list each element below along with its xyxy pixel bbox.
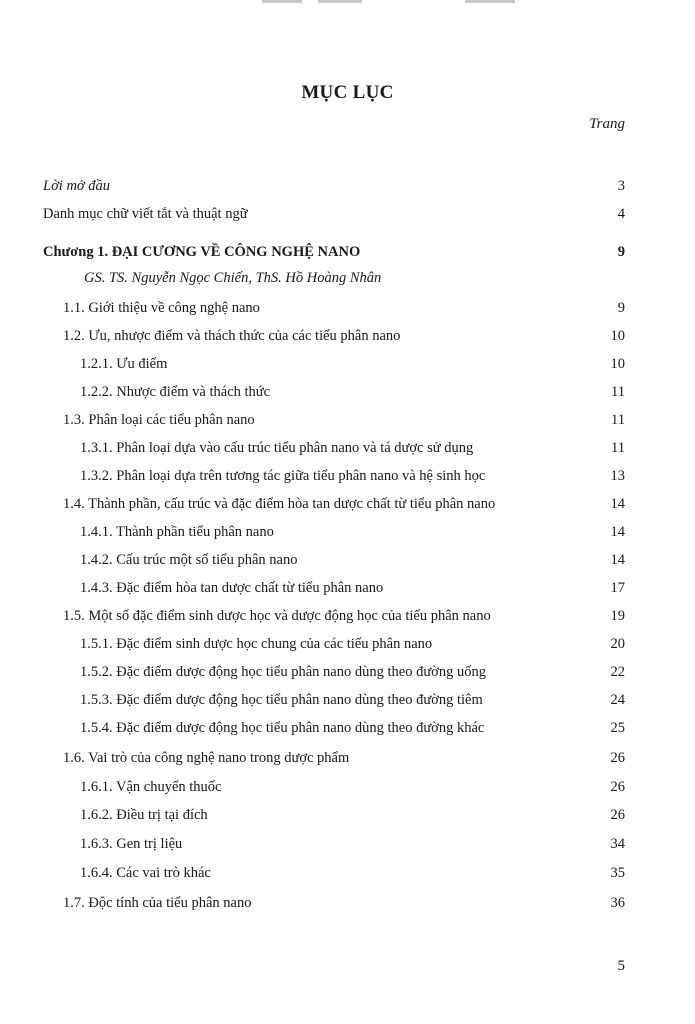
- toc-entry-page: 3: [617, 177, 625, 194]
- toc-entry-label: 1.3. Phân loại các tiểu phân nano: [63, 411, 255, 428]
- toc-entry-label: 1.5.2. Đặc điểm dược động học tiểu phân nano dùng theo đường uống: [80, 663, 486, 680]
- toc-entry-section[interactable]: [63, 605, 625, 627]
- toc-entry-page: 11: [611, 439, 625, 456]
- toc-entry-label: 1.2.2. Nhược điểm và thách thức: [80, 383, 271, 400]
- toc-entry-page: 11: [611, 411, 625, 428]
- toc-entry-label: 1.4.1. Thành phần tiểu phân nano: [80, 523, 274, 540]
- toc-entry-page: 14: [610, 523, 625, 540]
- toc-entry-subsection[interactable]: [80, 437, 625, 459]
- page-column-label: Trang: [589, 116, 625, 132]
- toc-entry-subsection[interactable]: [80, 776, 625, 798]
- toc-entry-page: 13: [610, 467, 625, 484]
- toc-entry-page: 26: [610, 778, 625, 795]
- toc-entry-label: 1.5.4. Đặc điểm dược động học tiểu phân nano dùng theo đường khác: [80, 719, 485, 736]
- toc-entry-label: 1.5. Một số đặc điểm sinh dược học và dược động học của tiểu phân nano: [63, 607, 491, 624]
- toc-entry-section[interactable]: [63, 325, 625, 347]
- toc-entry-section[interactable]: [63, 409, 625, 431]
- toc-entry-label: 1.6.4. Các vai trò khác: [80, 864, 211, 881]
- toc-entry-page: 26: [610, 749, 625, 766]
- toc-entry-label: 1.5.3. Đặc điểm dược động học tiểu phân nano dùng theo đường tiêm: [80, 691, 483, 708]
- toc-entry-page: 11: [611, 383, 625, 400]
- toc-entry-page: 35: [610, 864, 625, 881]
- page-number: 5: [617, 958, 625, 974]
- toc-entry-label: 1.4. Thành phần, cấu trúc và đặc điểm hòa tan dược chất từ tiểu phân nano: [63, 495, 496, 512]
- toc-entry-subsection[interactable]: [80, 633, 625, 655]
- toc-entry-label: Danh mục chữ viết tắt và thuật ngữ: [43, 205, 248, 222]
- toc-entry-page: 26: [610, 806, 625, 823]
- toc-entry-page: 4: [617, 205, 625, 222]
- toc-entry-subsection[interactable]: [80, 577, 625, 599]
- toc-entry-label: Lời mở đầu: [43, 177, 111, 194]
- toc-entry-page: 22: [610, 663, 625, 680]
- toc-entry-label: 1.2. Ưu, nhược điểm và thách thức của các tiểu phân nano: [63, 327, 401, 344]
- toc-entry-subsection[interactable]: [80, 381, 625, 403]
- toc-entry-page: 34: [610, 835, 625, 852]
- toc-entry-abbreviations[interactable]: [43, 203, 625, 225]
- toc-entry-subsection[interactable]: [80, 353, 625, 375]
- toc-entry-page: 14: [610, 495, 625, 512]
- toc-entry-preface[interactable]: [43, 175, 625, 197]
- toc-entry-section[interactable]: [63, 892, 625, 914]
- toc-entry-label: 1.5.1. Đặc điểm sinh dược học chung của các tiểu phân nano: [80, 635, 433, 652]
- toc-entry-label: 1.1. Giới thiệu về công nghệ nano: [63, 299, 260, 316]
- toc-entry-page: 24: [610, 691, 625, 708]
- toc-entry-label: 1.4.3. Đặc điểm hòa tan dược chất từ tiểu phân nano: [80, 579, 384, 596]
- toc-entry-label: 1.7. Độc tính của tiểu phân nano: [63, 894, 252, 911]
- toc-entry-subsection[interactable]: [80, 661, 625, 683]
- toc-entry-page: 9: [617, 299, 625, 316]
- toc-entry-subsection[interactable]: [80, 689, 625, 711]
- toc-entry-section[interactable]: [63, 747, 625, 769]
- page-title: MỤC LỤC: [301, 82, 394, 103]
- toc-entry-subsection[interactable]: [80, 833, 625, 855]
- toc-entry-subsection[interactable]: [80, 717, 625, 739]
- toc-entry-section[interactable]: [63, 493, 625, 515]
- toc-entry-page: 36: [610, 894, 625, 911]
- toc-entry-label: 1.6.2. Điều trị tại đích: [80, 806, 208, 823]
- toc-entry-label: 1.6. Vai trò của công nghệ nano trong dược phẩm: [63, 749, 350, 766]
- chapter-authors: GS. TS. Nguyễn Ngọc Chiến, ThS. Hồ Hoàng Nhân: [84, 270, 382, 286]
- toc-entry-subsection[interactable]: [80, 549, 625, 571]
- toc-entry-chapter-1[interactable]: [43, 241, 625, 263]
- toc-entry-label: 1.3.2. Phân loại dựa trên tương tác giữa tiểu phân nano và hệ sinh học: [80, 467, 486, 484]
- toc-entry-page: 10: [610, 327, 625, 344]
- toc-entry-label: 1.4.2. Cấu trúc một số tiểu phân nano: [80, 551, 298, 568]
- toc-entry-label: 1.6.1. Vận chuyển thuốc: [80, 778, 222, 795]
- toc-entry-page: 17: [610, 579, 625, 596]
- toc-entry-page: 20: [610, 635, 625, 652]
- toc-entry-page: 25: [610, 719, 625, 736]
- toc-entry-page: 19: [610, 607, 625, 624]
- toc-entry-label: 1.3.1. Phân loại dựa vào cấu trúc tiểu phân nano và tá dược sử dụng: [80, 439, 474, 456]
- toc-entry-label: 1.6.3. Gen trị liệu: [80, 835, 183, 852]
- toc-entry-page: 10: [610, 355, 625, 372]
- toc-entry-subsection[interactable]: [80, 862, 625, 884]
- toc-entry-page: 9: [617, 243, 625, 260]
- toc-entry-subsection[interactable]: [80, 521, 625, 543]
- toc-entry-page: 14: [610, 551, 625, 568]
- toc-entry-section[interactable]: [63, 297, 625, 319]
- toc-entry-label: 1.2.1. Ưu điểm: [80, 355, 168, 372]
- toc-entry-subsection[interactable]: [80, 465, 625, 487]
- toc-entry-label: Chương 1. ĐẠI CƯƠNG VỀ CÔNG NGHỆ NANO: [43, 243, 361, 260]
- toc-entry-subsection[interactable]: [80, 804, 625, 826]
